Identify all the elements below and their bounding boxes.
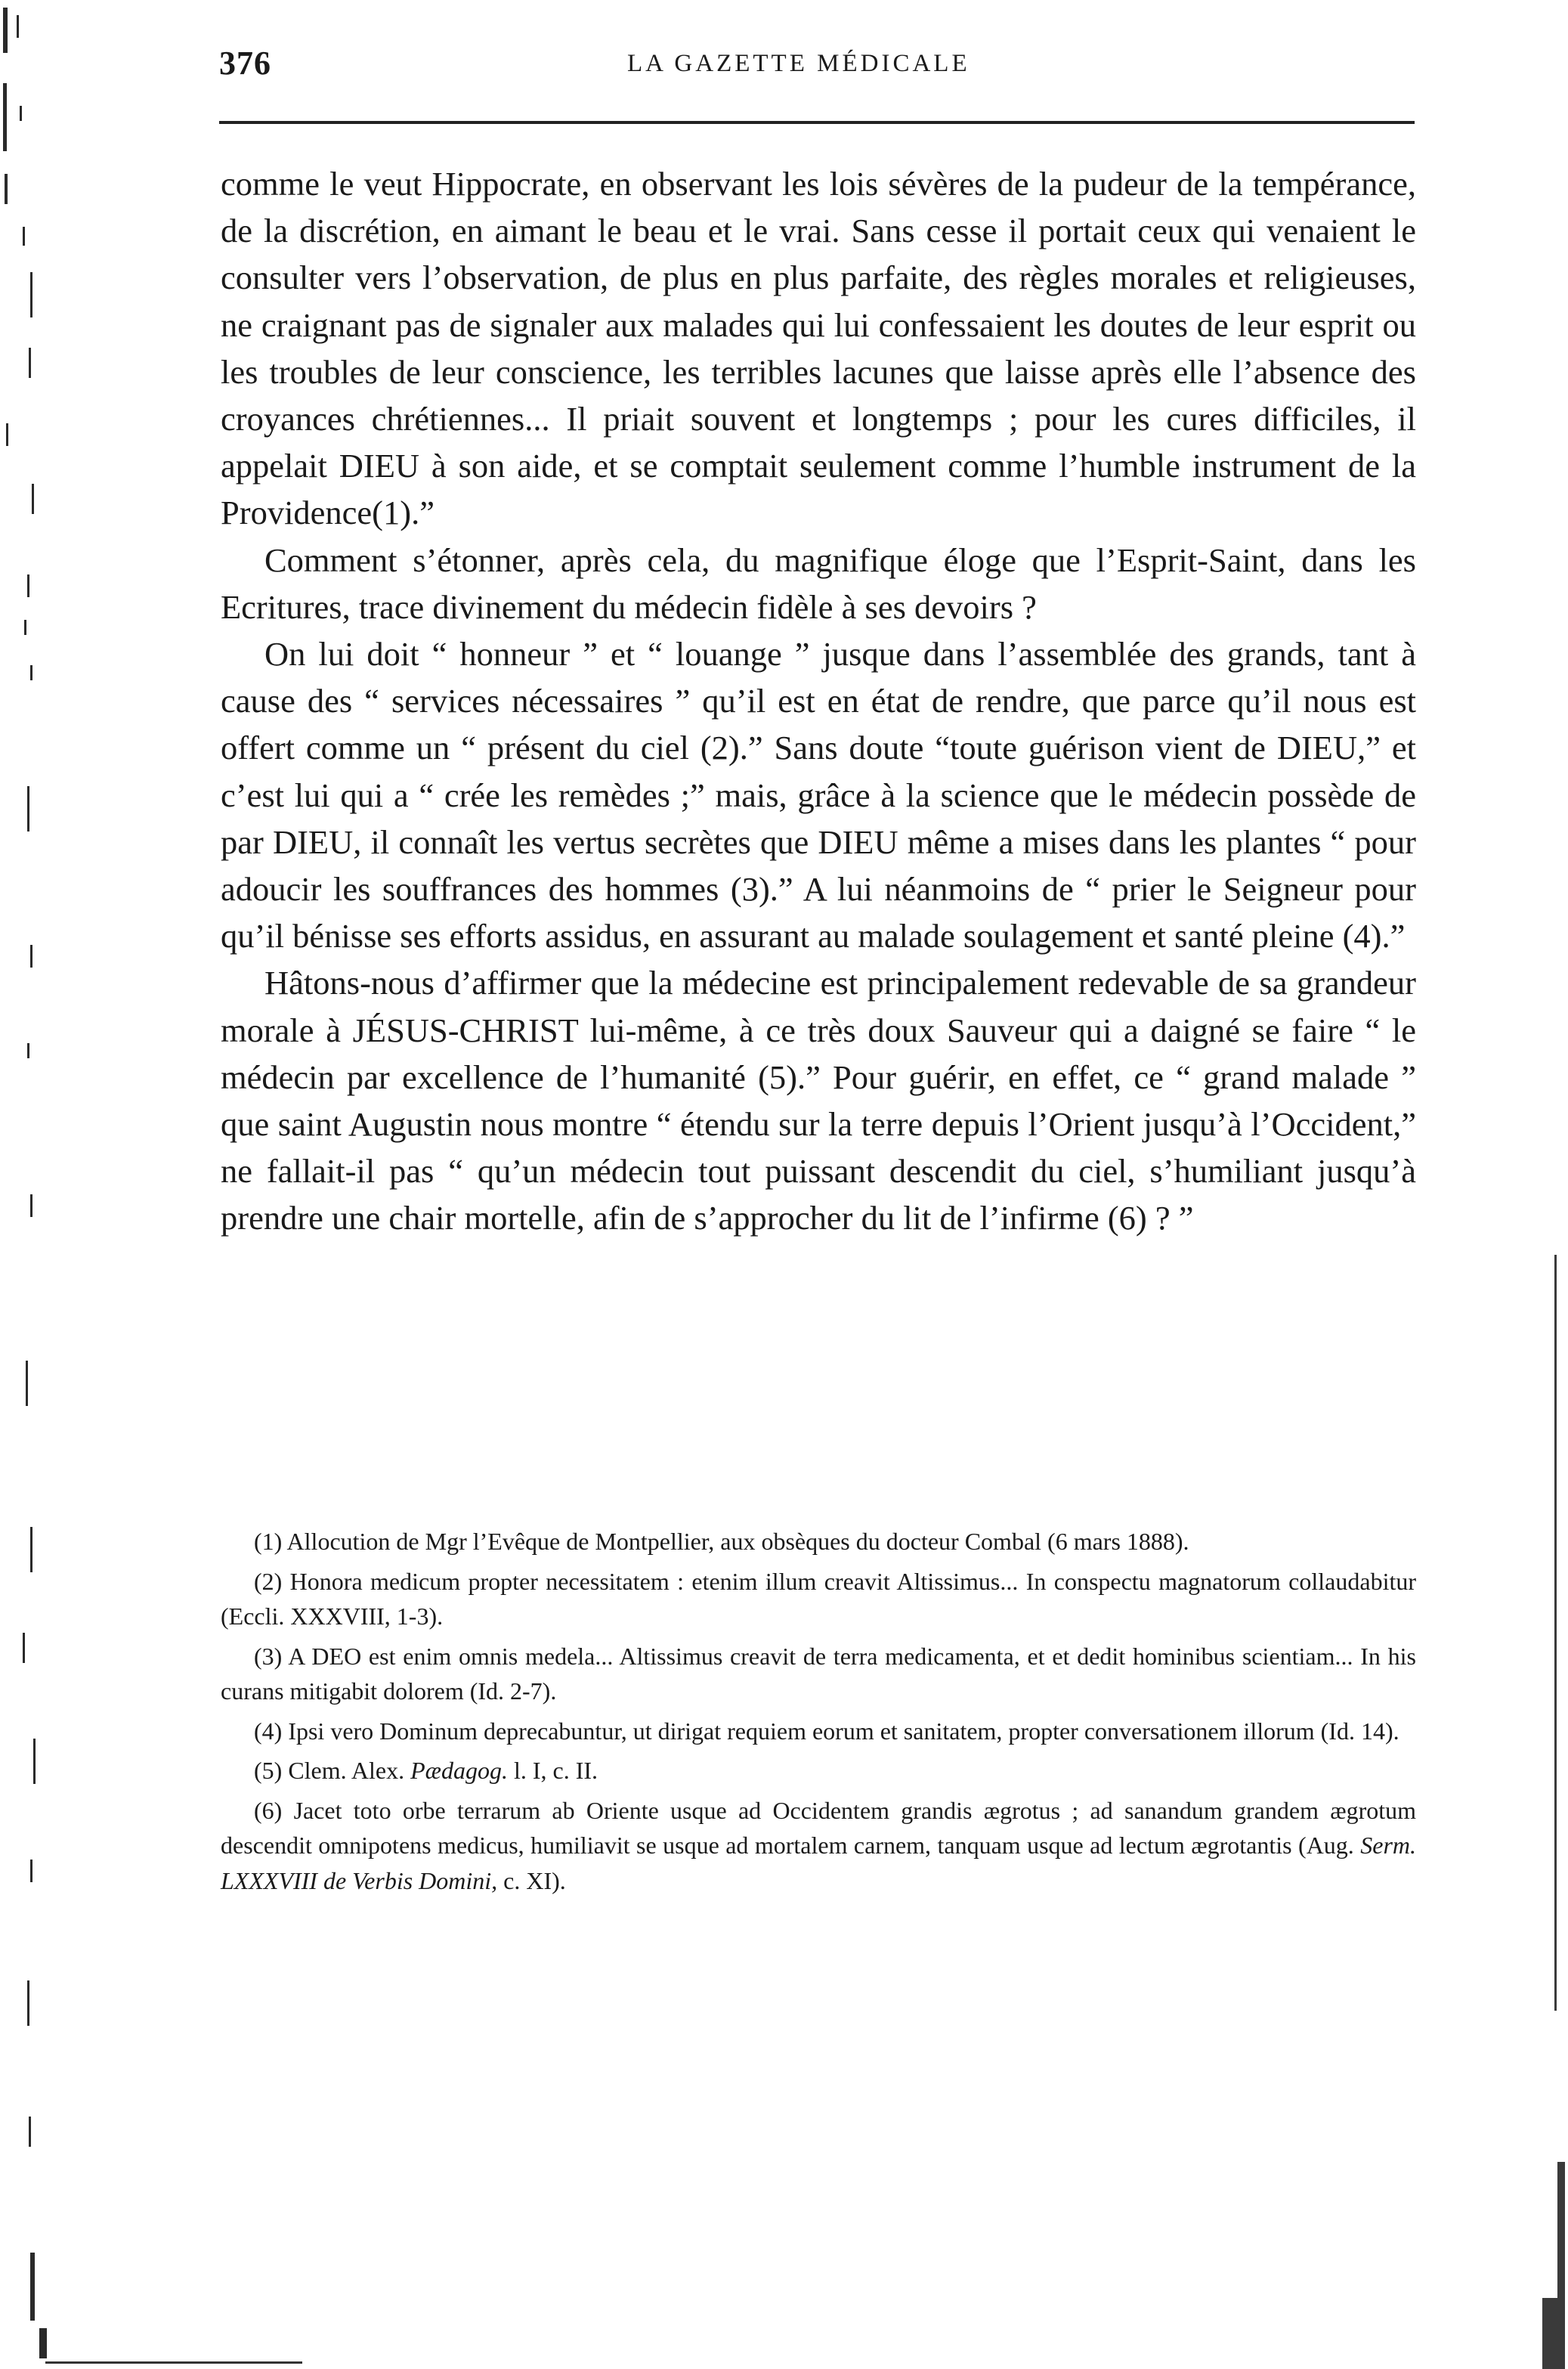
- paragraph-1: comme le veut Hippocrate, en observant les lois sévères de la pudeur de la tempérance, de la discrétion, en aimant le beau et le vrai. Sans cesse il portait ceux qui venaient le consulter vers l’observation, de plus en plus parfaite, des règles morales et religieuses, ne craignant pas de signaler aux malades qui lui confessaient les doutes de leur esprit ou les troubles de leur conscience, les terribles lacunes que laisse après elle l’absence des croyances chrétiennes... Il priait souvent et longtemps ; pour les cures difficiles, il appelait DIEU à son aide, et se comptait seulement comme l’humble instrument de la Providence(1).”: [221, 165, 1416, 532]
- running-title: LA GAZETTE MÉDICALE: [627, 50, 970, 77]
- footnote-5-work: Pædagog.: [410, 1757, 508, 1784]
- page-number: 376: [219, 45, 271, 82]
- paragraph-2: Comment s’étonner, après cela, du magnifique éloge que l’Esprit-Saint, dans les Ecritures, trace divinement du médecin fidèle à ses devoirs ?: [221, 540, 1416, 626]
- paragraph-4: Hâtons-nous d’affirmer que la médecine est principalement redevable de sa grandeur morale à JÉSUS-CHRIST lui-même, à ce très doux Sauveur qui a daigné se faire “ le médecin par excellence de l’humanité (5).” Pour guérir, en effet, ce “ grand malade ” que saint Augustin nous montre “ étendu sur la terre depuis l’Orient jusqu’à l’Occident,” ne fallait-il pas “ qu’un médecin tout puissant descendit du ciel, s’humiliant jusqu’à prendre une chair mortelle, afin de s’approcher du lit de l’infirme (6) ? ”: [221, 964, 1416, 1237]
- footnote-5-ref: l. I, c. II.: [507, 1757, 598, 1784]
- footnote-6-ref: c. XI).: [497, 1866, 566, 1894]
- scan-edge-artifact-left: [0, 0, 53, 2369]
- footnote-2: (2) Honora medicum propter necessitatem : etenim illum creavit Altissimus... In conspectu magnatorum collaudabitur (Eccli. XXXVIII, 1-3).: [221, 1567, 1416, 1630]
- footnote-1: (1) Allocution de Mgr l’Evêque de Montpellier, aux obsèques du docteur Combal (6 mars 1888).: [254, 1528, 1189, 1555]
- main-text: [221, 160, 1416, 1242]
- footnote-5: [221, 1753, 1416, 1788]
- footnotes: [221, 1524, 1416, 1898]
- footnote-6-work: Serm. LXXXVIII de Verbis Domini,: [221, 1832, 1416, 1894]
- paragraph-3: On lui doit “ honneur ” et “ louange ” jusque dans l’assemblée des grands, tant à cause des “ services nécessaires ” qu’il est en état de rendre, que parce qu’il nous est offert comme un “ présent du ciel (2).” Sans doute “toute guérison vient de DIEU,” et c’est lui qui a “ crée les remèdes ;” mais, grâce à la science que le médecin possède de par DIEU, il connaît les vertus secrètes que DIEU même a mises dans les plantes “ pour adoucir les souffrances des hommes (3).” A lui néanmoins de “ prier le Seigneur pour qu’il bénisse ses efforts assidus, en assurant au malade soulagement et santé pleine (4).”: [221, 635, 1416, 955]
- page-header: [219, 44, 1413, 89]
- scan-edge-artifact-right: [1515, 1255, 1568, 2369]
- footnote-6: [221, 1793, 1416, 1899]
- header-divider: [219, 121, 1415, 124]
- footnote-6-text: (6) Jacet toto orbe terrarum ab Oriente usque ad Occidentem grandis ægrotus ; ad sanandum grandem ægrotum descendit omnipotens medicus, humiliavit se usque ad mortalem carnem, tanquam usque ad lectum ægrotantis (Aug.: [221, 1796, 1416, 1859]
- footnote-3: (3) A DEO est enim omnis medela... Altissimus creavit de terra medicamenta, et et dedit hominibus scientiam... In his curans mitigabit dolorem (Id. 2-7).: [221, 1642, 1416, 1705]
- footnote-4: (4) Ipsi vero Dominum deprecabuntur, ut dirigat requiem eorum et sanitatem, propter conversationem illorum (Id. 14).: [254, 1717, 1399, 1745]
- scan-edge-artifact-bottom: [0, 2339, 332, 2369]
- footnote-5-text: (5) Clem. Alex.: [254, 1757, 411, 1784]
